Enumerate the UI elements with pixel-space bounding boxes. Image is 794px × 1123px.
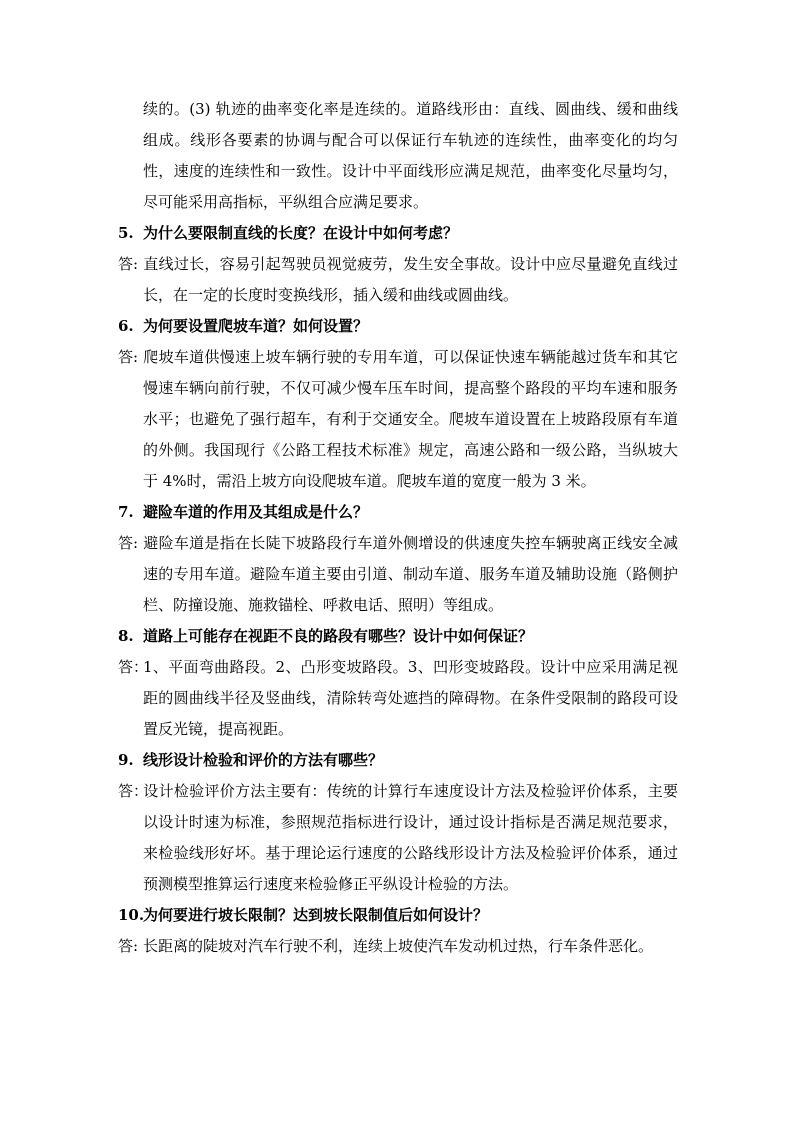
question-number: 10.	[118, 906, 145, 924]
question-text: 为什么要限制直线的长度？在设计中如何考虑？	[143, 224, 459, 242]
document-body	[118, 94, 678, 962]
question-number: 5.	[118, 224, 134, 242]
answer-label: 答:	[118, 255, 139, 273]
answer-5	[118, 249, 678, 311]
answer-label: 答：	[118, 782, 149, 800]
answer-label: 答:	[118, 534, 139, 552]
answer-6	[118, 342, 678, 497]
question-text: 道路上可能存在视距不良的路段有哪些？设计中如何保证？	[143, 627, 534, 645]
answer-label: 答:	[118, 937, 139, 955]
question-6	[118, 311, 678, 342]
question-text: 为何要设置爬坡车道？如何设置？	[143, 317, 369, 335]
continuation-paragraph: 续的。(3) 轨迹的曲率变化率是连续的。道路线形由：直线、圆曲线、缓和曲线组成。线形各要素的协调与配合可以保证行车轨迹的连续性，曲率变化的均匀性，速度的连续性和一致性。设计中平面线形应满足规范，曲率变化尽量均匀，尽可能采用高指标，平纵组合应满足要求。	[143, 100, 678, 211]
answer-8	[118, 652, 678, 745]
answer-label: 答:	[118, 348, 139, 366]
question-9	[118, 745, 678, 776]
answer-10	[118, 931, 678, 962]
question-8	[118, 621, 678, 652]
question-number: 6.	[118, 317, 134, 335]
answer-text: 避险车道是指在长陡下坡路段行车道外侧增设的供速度失控车辆驶离正线安全减速的专用车道。避险车道主要由引道、制动车道、服务车道及辅助设施（路侧护栏、防撞设施、施救锚栓、呼救电话、照明）等组成。	[143, 534, 678, 614]
question-10	[118, 900, 678, 931]
question-number: 9.	[118, 751, 134, 769]
question-number: 8.	[118, 627, 134, 645]
question-number: 7.	[118, 503, 134, 521]
answer-text: 直线过长，容易引起驾驶员视觉疲劳，发生安全事故。设计中应尽量避免直线过长，在一定的长度时变换线形，插入缓和曲线或圆曲线。	[143, 255, 678, 304]
answer-text: 长距离的陡坡对汽车行驶不利，连续上坡使汽车发动机过热，行车条件恶化。	[143, 937, 654, 955]
question-text: 避险车道的作用及其组成是什么？	[143, 503, 369, 521]
question-text: 为何要进行坡长限制？达到坡长限制值后如何设计？	[143, 906, 489, 924]
question-7	[118, 497, 678, 528]
answer-text: 设计检验评价方法主要有：传统的计算行车速度设计方法及检验评价体系，主要以设计时速为标准，参照规范指标进行设计，通过设计指标是否满足规范要求，来检验线形好坏。基于理论运行速度的公路线形设计方法及检验评价体系，通过预测模型推算运行速度来检验修正平纵设计检验的方法。	[143, 782, 678, 893]
question-text: 线形设计检验和评价的方法有哪些？	[143, 751, 384, 769]
answer-text: 爬坡车道供慢速上坡车辆行驶的专用车道，可以保证快速车辆能越过货车和其它慢速车辆向前行驶，不仅可减少慢车压车时间，提高整个路段的平均车速和服务水平；也避免了强行超车，有利于交通安全。爬坡车道设置在上坡路段原有车道的外侧。我国现行《公路工程技术标准》规定，高速公路和一级公路，当纵坡大于 4%时，需沿上坡方向设爬坡车道。爬坡车道的宽度一般为 3 米。	[143, 348, 678, 490]
answer-7	[118, 528, 678, 621]
answer-label: 答：	[118, 658, 149, 676]
answer-text: 1、平面弯曲路段。2、凸形变坡路段。3、凹形变坡路段。设计中应采用满足视距的圆曲线半径及竖曲线，清除转弯处遮挡的障碍物。在条件受限制的路段可设置反光镜，提高视距。	[143, 658, 678, 738]
question-5	[118, 218, 678, 249]
answer-9	[118, 776, 678, 900]
